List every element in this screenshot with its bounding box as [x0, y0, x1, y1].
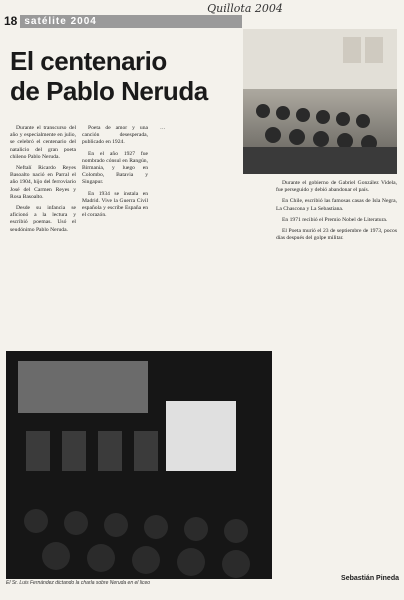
title-line-1: El centenario — [10, 46, 167, 76]
page-number: 18 — [4, 14, 18, 28]
paragraph: En Chile, escribió las famosas casas de Isla Negra, La Chascona y La Sebastiana. — [276, 198, 397, 212]
paragraph: Neftalí Ricardo Reyes Basoalto nació en Parral el año 1904, hijo del ferroviario José del Carmen Reyes y Rosa Basoalto. — [10, 165, 76, 200]
photo-caption: El Sr. Luis Fernández dictando la charla sobre Neruda en el liceo — [6, 580, 151, 586]
paragraph: En 1934 se instala en Madrid. Vive la Guerra Civil española y escribe España en el corazón. — [82, 190, 148, 219]
classroom-photo-graphic — [243, 29, 397, 174]
auditorium-photo-graphic — [6, 351, 272, 579]
classroom-photo — [243, 29, 397, 174]
paragraph: … — [160, 125, 166, 131]
section-bar: satélite 2004 — [20, 15, 242, 28]
paragraph: Durante el gobierno de Gabriel González Videla, fue perseguido y debió abandonar el país. — [276, 180, 397, 194]
author-signature: Sebastián Pineda — [341, 575, 399, 582]
title-line-2: de Pablo Neruda — [10, 76, 208, 106]
page-header — [4, 14, 242, 28]
article-column-2 — [82, 125, 148, 343]
paragraph: En 1971 recibió el Premio Nobel de Literatura. — [282, 216, 388, 223]
paragraph: En el año 1927 fue nombrado cónsul en Rangún, Birmania, y luego en Colombo, Batavia y Singapur. — [82, 150, 148, 186]
article-title — [10, 46, 230, 106]
paragraph: El Poeta murió el 23 de septiembre de 1973, pocos días después del golpe militar. — [276, 228, 397, 242]
paragraph: Desde su infancia se aficionó a la lectura y escribió poemas. Usó el seudónimo Pablo Neruda. — [10, 205, 76, 233]
article-column-3 — [154, 125, 236, 343]
handwritten-note: Quillota 2004 — [207, 2, 283, 15]
paragraph: Durante el transcurso del año y especialmente en julio, se celebró el centenario del natalicio del gran poeta chileno Pablo Neruda. — [10, 125, 76, 160]
article-column-1 — [10, 125, 76, 343]
auditorium-photo — [6, 351, 272, 579]
paragraph: Poeta de amor y una canción desesperada, publicado en 1924. — [82, 125, 148, 146]
article-column-4 — [276, 180, 397, 570]
